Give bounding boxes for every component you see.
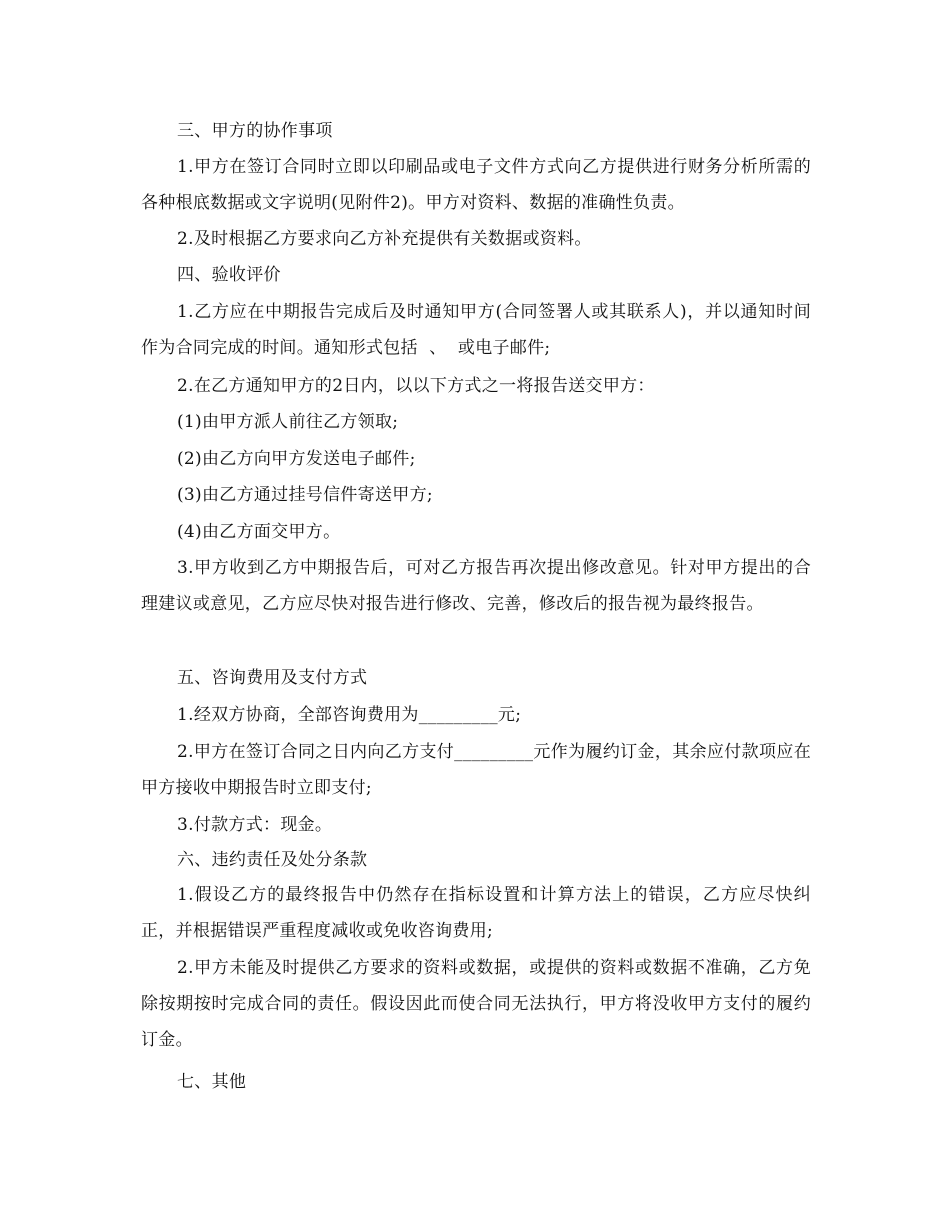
- paragraph: 3.付款方式：现金。: [177, 815, 333, 835]
- paragraph: 2.在乙方通知甲方的2日内，以以下方式之一将报告送交甲方：: [177, 376, 655, 396]
- paragraph: 1.经双方协商，全部咨询费用为_________元;: [177, 705, 522, 725]
- section-heading-4: 四、验收评价: [177, 265, 281, 285]
- paragraph: 2.及时根据乙方要求向乙方补充提供有关数据或资料。: [177, 229, 592, 249]
- paragraph: 1.乙方应在中期报告完成后及时通知甲方(合同签署人或其联系人)，并以通知时间作为合同完成的时间。通知形式包括 、 或电子邮件;: [141, 302, 811, 358]
- list-item: (4)由乙方面交甲方。: [177, 522, 341, 542]
- section-heading-7: 七、其他: [177, 1072, 247, 1092]
- paragraph: 2.甲方在签订合同之日内向乙方支付_________元作为履约订金，其余应付款项应在甲方接收中期报告时立即支付;: [141, 742, 811, 798]
- section-heading-3: 三、甲方的协作事项: [177, 121, 333, 141]
- paragraph: 1.假设乙方的最终报告中仍然存在指标设置和计算方法上的错误，乙方应尽快纠正，并根据错误严重程度减收或免收咨询费用;: [141, 885, 811, 941]
- paragraph: 1.甲方在签订合同时立即以印刷品或电子文件方式向乙方提供进行财务分析所需的各种根底数据或文字说明(见附件2)。甲方对资料、数据的准确性负责。: [141, 157, 811, 213]
- list-item: (3)由乙方通过挂号信件寄送甲方;: [177, 485, 433, 505]
- paragraph: 3.甲方收到乙方中期报告后，可对乙方报告再次提出修改意见。针对甲方提出的合理建议或意见，乙方应尽快对报告进行修改、完善，修改后的报告视为最终报告。: [141, 558, 811, 614]
- list-item: (2)由乙方向甲方发送电子邮件;: [177, 449, 416, 469]
- section-heading-5: 五、咨询费用及支付方式: [177, 668, 368, 688]
- paragraph: 2.甲方未能及时提供乙方要求的资料或数据，或提供的资料或数据不准确，乙方免除按期按时完成合同的责任。假设因此而使合同无法执行，甲方将没收甲方支付的履约订金。: [141, 958, 811, 1050]
- section-heading-6: 六、违约责任及处分条款: [177, 850, 368, 870]
- list-item: (1)由甲方派人前往乙方领取;: [177, 412, 399, 432]
